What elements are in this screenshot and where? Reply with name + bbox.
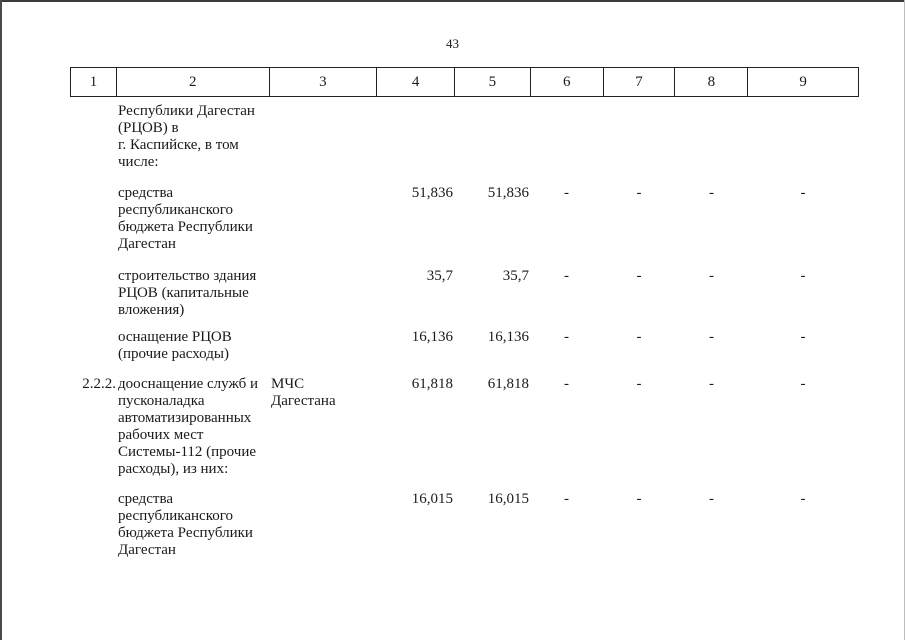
value-col-4: 16,015 — [411, 491, 453, 507]
row-name — [118, 491, 268, 559]
value-col-6: - — [564, 185, 569, 201]
row-name — [118, 103, 268, 171]
value-col-6: - — [564, 491, 569, 507]
row-name — [118, 185, 268, 253]
row-name-line: Республики Дагестан — [118, 103, 255, 119]
row-name-line: средства — [118, 491, 174, 507]
row-name-line: расходы), из них: — [118, 461, 229, 477]
row-name-line: пусконаладка — [118, 393, 205, 409]
row-name-line: Системы-112 (прочие — [118, 444, 257, 460]
header-cell-7: 7 — [604, 68, 676, 96]
value-col-5: 35,7 — [502, 268, 529, 284]
value-col-6: - — [564, 329, 569, 345]
row-name-line: бюджета Республики — [118, 525, 253, 541]
scan-edge-top — [0, 0, 905, 2]
row-number: 2.2.2. — [82, 376, 116, 392]
row-name-line: (прочие расходы) — [118, 346, 229, 362]
scan-edge-left — [0, 0, 2, 640]
value-col-7: - — [636, 268, 642, 284]
row-name-line: автоматизированных — [118, 410, 252, 426]
value-col-6: - — [564, 268, 569, 284]
row-name-line: вложения) — [118, 302, 185, 318]
value-col-7: - — [636, 329, 642, 345]
value-col-9: - — [800, 376, 806, 392]
value-col-8: - — [709, 491, 714, 507]
row-name-line: бюджета Республики — [118, 219, 253, 235]
value-col-9: - — [800, 268, 806, 284]
row-executor — [271, 376, 375, 410]
header-cell-4: 4 — [377, 68, 455, 96]
value-col-5: 16,136 — [487, 329, 529, 345]
page-number: 43 — [446, 36, 459, 51]
value-col-4: 35,7 — [426, 268, 453, 284]
value-col-7: - — [636, 376, 642, 392]
header-cell-6: 6 — [531, 68, 604, 96]
row-name-line: оснащение РЦОВ — [118, 329, 232, 345]
row-name-line: Дагестан — [118, 542, 176, 558]
row-name — [118, 376, 268, 478]
row-name-line: дооснащение служб и — [118, 376, 259, 392]
value-col-6: - — [564, 376, 569, 392]
value-col-5: 61,818 — [487, 376, 529, 392]
value-col-8: - — [709, 329, 714, 345]
header-cell-8: 8 — [675, 68, 748, 96]
header-cell-1: 1 — [71, 68, 117, 96]
value-col-7: - — [636, 185, 642, 201]
value-col-8: - — [709, 185, 714, 201]
value-col-9: - — [800, 491, 806, 507]
value-col-4: 16,136 — [411, 329, 453, 345]
value-col-5: 16,015 — [487, 491, 529, 507]
row-name — [118, 268, 268, 319]
value-col-8: - — [709, 376, 714, 392]
header-cell-3: 3 — [270, 68, 378, 96]
row-name-line: рабочих мест — [118, 427, 204, 443]
header-cell-9: 9 — [799, 73, 807, 90]
row-name-line: республиканского — [118, 508, 233, 524]
row-name-line: строительство здания — [118, 268, 257, 284]
row-name-line: республиканского — [118, 202, 233, 218]
row-executor-line: МЧС — [271, 376, 305, 392]
value-col-5: 51,836 — [487, 185, 529, 201]
table-header — [70, 67, 859, 97]
row-name-line: Дагестан — [118, 236, 176, 252]
value-col-9: - — [800, 329, 806, 345]
row-name-line: средства — [118, 185, 174, 201]
value-col-4: 51,836 — [411, 185, 453, 201]
row-name — [118, 329, 268, 363]
row-name-line: РЦОВ (капитальные — [118, 285, 249, 301]
value-col-8: - — [709, 268, 714, 284]
row-name-line: (РЦОВ) в — [118, 120, 179, 136]
row-name-line: числе: — [118, 154, 159, 170]
header-cell-2: 2 — [117, 68, 270, 96]
value-col-4: 61,818 — [411, 376, 453, 392]
header-cell-5: 5 — [455, 68, 531, 96]
value-col-7: - — [636, 491, 642, 507]
row-name-line: г. Каспийске, в том — [118, 137, 239, 153]
value-col-9: - — [800, 185, 806, 201]
row-executor-line: Дагестана — [271, 393, 336, 409]
